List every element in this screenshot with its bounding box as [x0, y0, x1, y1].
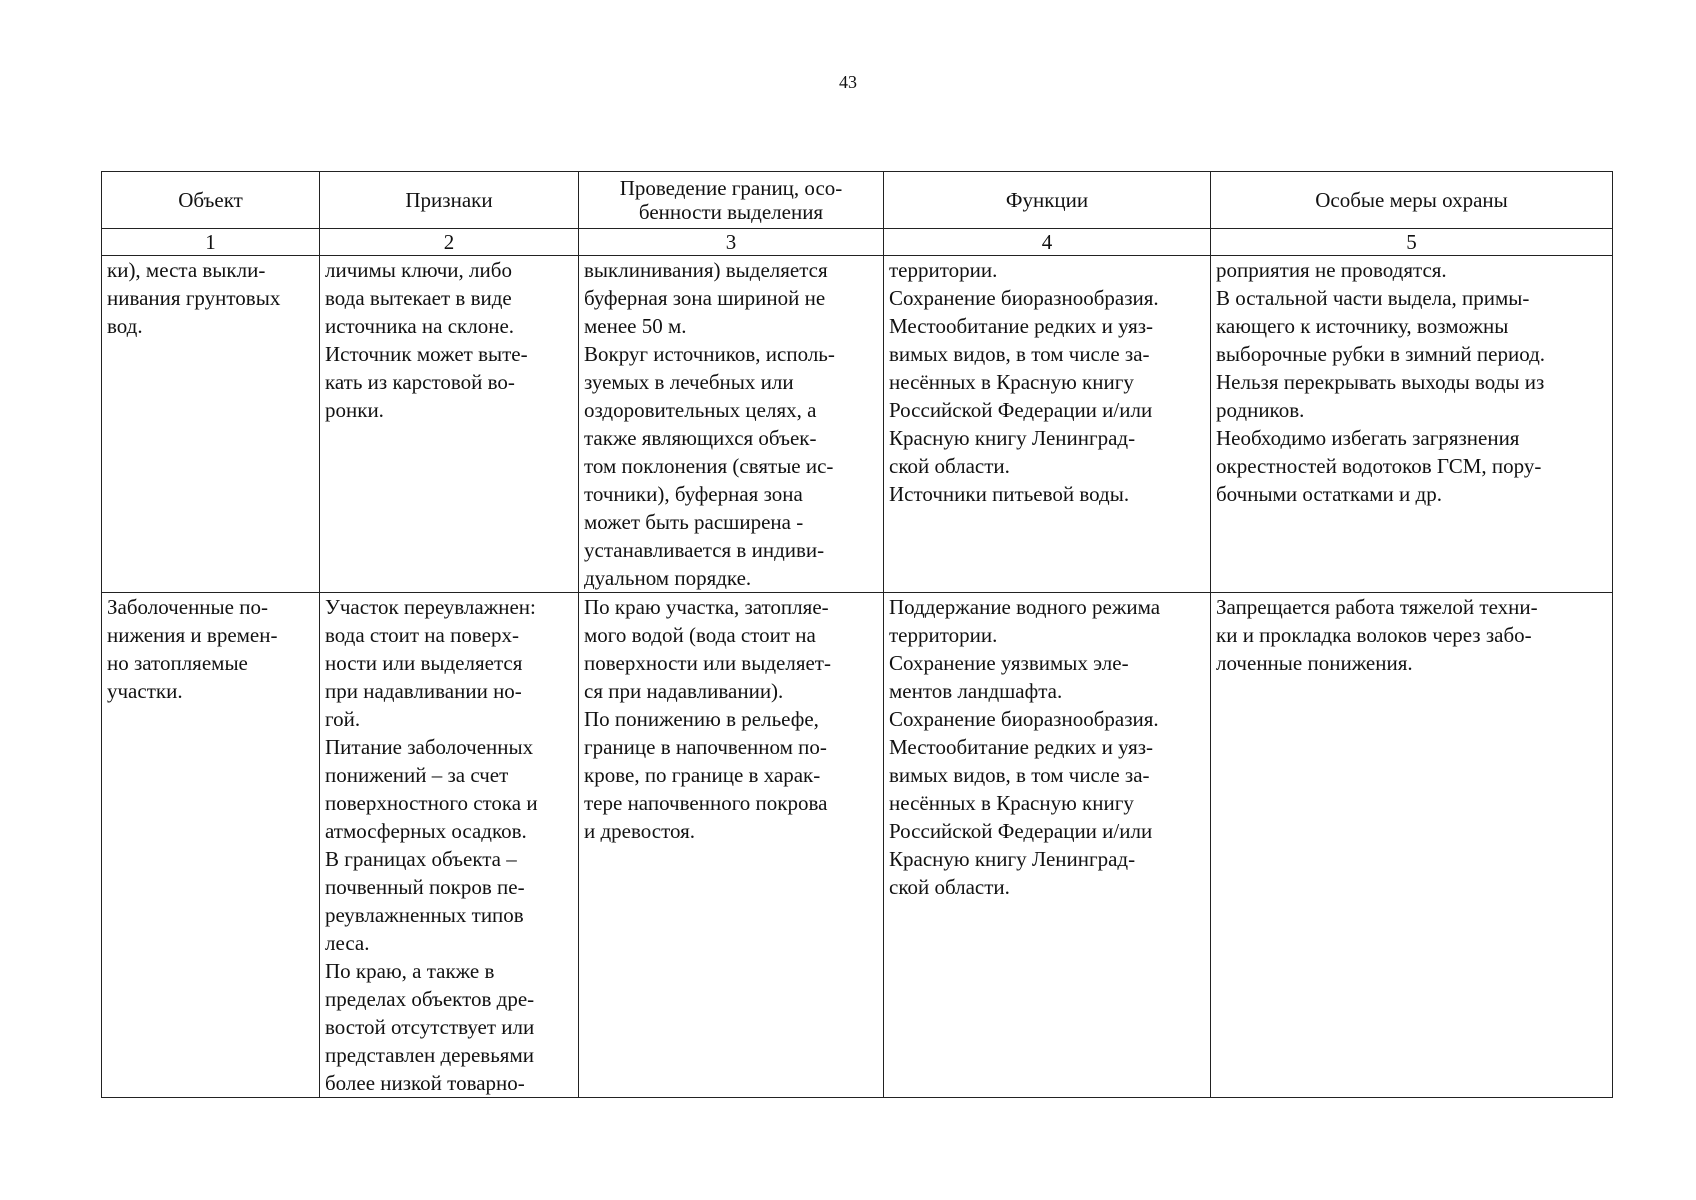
- header-features: Признаки: [320, 172, 579, 229]
- table-column-numbers-row: [102, 229, 1613, 256]
- cell-boundaries: По краю участка, затопляе- мого водой (вода стоит на поверхности или выделяет- ся при надавливании). По понижению в рельефе, границе в напочвенном по- крове, по границе в харак- тере напочвенного покрова и древостоя.: [579, 593, 884, 1098]
- header-protection-measures: Особые меры охраны: [1211, 172, 1613, 229]
- column-number: 4: [884, 229, 1211, 256]
- table-row: [102, 593, 1613, 1098]
- header-object: Объект: [102, 172, 320, 229]
- header-functions: Функции: [884, 172, 1211, 229]
- table-row: [102, 256, 1613, 593]
- cell-boundaries: выклинивания) выделяется буферная зона шириной не менее 50 м. Вокруг источников, исполь- зуемых в лечебных или оздоровительных целях, а также являющихся объек- том поклонения (святые ис- точники), буферная зона может быть расширена - устанавливается в индиви- дуальном порядке.: [579, 256, 884, 593]
- cell-object: Заболоченные по- нижения и времен- но затопляемые участки.: [102, 593, 320, 1098]
- cell-features: Участок переувлажнен: вода стоит на поверх- ности или выделяется при надавливании но- гой. Питание заболоченных понижений – за счет поверхностного стока и атмосферных осадков. В границах объекта – почвенный покров пе- реувлажненных типов леса. По краю, а также в пределах объектов дре- востой отсутствует или представлен деревьями более низкой товарно-: [320, 593, 579, 1098]
- column-number: 2: [320, 229, 579, 256]
- table-header-row: [102, 172, 1613, 229]
- cell-functions: территории. Сохранение биоразнообразия. Местообитание редких и уяз- вимых видов, в том числе за- несённых в Красную книгу Российской Федерации и/или Красную книгу Ленинград- ской области. Источники питьевой воды.: [884, 256, 1211, 593]
- column-number: 3: [579, 229, 884, 256]
- page-number: 43: [839, 72, 857, 92]
- protection-measures-table: [101, 171, 1613, 1098]
- cell-protection-measures: роприятия не проводятся. В остальной части выдела, примы- кающего к источнику, возможны выборочные рубки в зимний период. Нельзя перекрывать выходы воды из родников. Необходимо избегать загрязнения окрестностей водотоков ГСМ, пору- бочными остатками и др.: [1211, 256, 1613, 593]
- cell-object: ки), места выкли- нивания грунтовых вод.: [102, 256, 320, 593]
- column-number: 1: [102, 229, 320, 256]
- cell-functions: Поддержание водного режима территории. Сохранение уязвимых эле- ментов ландшафта. Сохранение биоразнообразия. Местообитание редких и уяз- вимых видов, в том числе за- несённых в Красную книгу Российской Федерации и/или Красную книгу Ленинград- ской области.: [884, 593, 1211, 1098]
- column-number: 5: [1211, 229, 1613, 256]
- header-boundaries: Проведение границ, осо- бенности выделения: [579, 172, 884, 229]
- cell-protection-measures: Запрещается работа тяжелой техни- ки и прокладка волоков через забо- лоченные понижения.: [1211, 593, 1613, 1098]
- cell-features: личимы ключи, либо вода вытекает в виде источника на склоне. Источник может выте- кать из карстовой во- ронки.: [320, 256, 579, 593]
